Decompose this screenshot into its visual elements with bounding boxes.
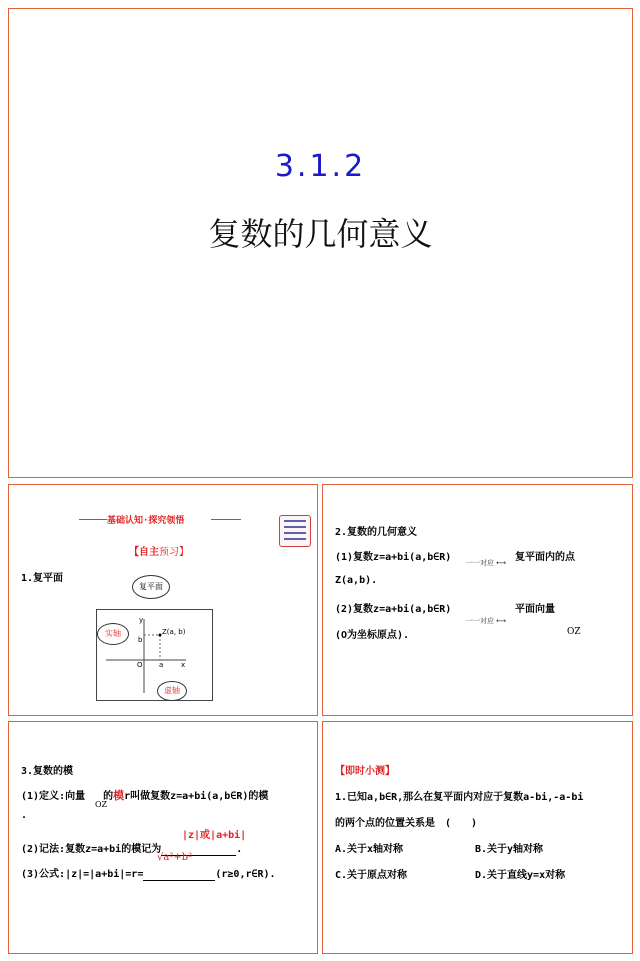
- meaning-heading: 2.复数的几何意义: [335, 527, 418, 538]
- formula-answer: √a²+b²: [157, 852, 193, 863]
- def-end: .: [21, 810, 28, 821]
- section-heading: 1.复平面: [21, 573, 64, 584]
- geometric-meaning-slide: [322, 484, 633, 716]
- notation-end: .: [236, 844, 243, 855]
- page-title: 复数的几何意义: [208, 215, 433, 253]
- quiz-tag: 【即时小测】: [335, 766, 395, 777]
- meaning-line2: Z(a,b).: [335, 575, 378, 586]
- modulus-slide: [8, 721, 318, 954]
- option-a[interactable]: A.关于x轴对称: [335, 844, 404, 855]
- bubble-imag-axis: 虚轴: [157, 681, 187, 701]
- notation-answer: |z|或|a+bi|: [182, 830, 247, 841]
- meaning-line1-right: 复平面内的点: [515, 552, 575, 563]
- formula-blank: [143, 869, 215, 881]
- option-b[interactable]: B.关于y轴对称: [475, 844, 544, 855]
- quiz-question-line2: 的两个点的位置关系是 ( ): [335, 818, 478, 829]
- meaning-line3-right: 平面向量: [515, 604, 555, 615]
- formula-part-a: (3)公式:|z|=|a+bi|=r=: [21, 869, 144, 880]
- notation-part-a: (2)记法:复数z=a+bi的模记为: [21, 844, 162, 855]
- option-d[interactable]: D.关于直线y=x对称: [475, 870, 566, 881]
- modulus-notation: [21, 840, 242, 856]
- section-tag-suffix: 预习】: [159, 547, 189, 558]
- def-part-c: r叫做复数z=a+bi(a,b∈R)的模: [124, 791, 269, 802]
- label-z: Z(a, b): [162, 628, 186, 636]
- arrow-one-to-one-2: 一一对应 ⟷: [466, 617, 507, 625]
- label-o: O: [137, 661, 143, 669]
- bubble-complex-plane: 复平面: [132, 575, 170, 599]
- quiz-slide: [322, 721, 633, 954]
- modulus-definition: [21, 787, 268, 803]
- thumbnail-icon: [279, 515, 311, 547]
- label-a: a: [159, 661, 164, 669]
- modulus-heading: 3.复数的模: [21, 766, 74, 777]
- arrow2-label: 一一对应: [466, 617, 494, 625]
- label-x: x: [181, 661, 186, 669]
- vector-oz: OZ: [567, 627, 581, 637]
- meaning-line1-left: (1)复数z=a+bi(a,b∈R): [335, 552, 452, 563]
- def-red-word: 模: [113, 789, 125, 802]
- banner-left-line: [79, 519, 107, 520]
- section-number: 3.1.2: [274, 149, 367, 184]
- title-slide: [8, 8, 633, 478]
- arrow-one-to-one-1: 一一对应 ⟷: [466, 559, 507, 567]
- def-part-b: 的: [103, 791, 114, 802]
- meaning-line3-left: (2)复数z=a+bi(a,b∈R): [335, 604, 452, 615]
- section-tag: [129, 543, 189, 558]
- def-vector-oz: OZ: [95, 800, 108, 809]
- complex-plane-slide: [8, 484, 318, 716]
- arrow1-label: 一一对应: [466, 559, 494, 567]
- bubble-real-axis: 实轴: [97, 623, 129, 645]
- label-b: b: [138, 636, 143, 644]
- option-c[interactable]: C.关于原点对称: [335, 870, 408, 881]
- section-tag-prefix: 【自主: [129, 547, 159, 558]
- label-y: y: [139, 616, 144, 624]
- modulus-formula: [21, 865, 276, 881]
- quiz-question-line1: 1.已知a,b∈R,那么在复平面内对应于复数a-bi,-a-bi: [335, 792, 584, 803]
- meaning-line4: (O为坐标原点).: [335, 630, 410, 641]
- formula-end: (r≥0,r∈R).: [215, 869, 276, 880]
- banner-text: 基础认知·探究领悟: [107, 516, 185, 526]
- def-part-a: (1)定义:向量: [21, 791, 86, 802]
- banner-right-line: [211, 519, 241, 520]
